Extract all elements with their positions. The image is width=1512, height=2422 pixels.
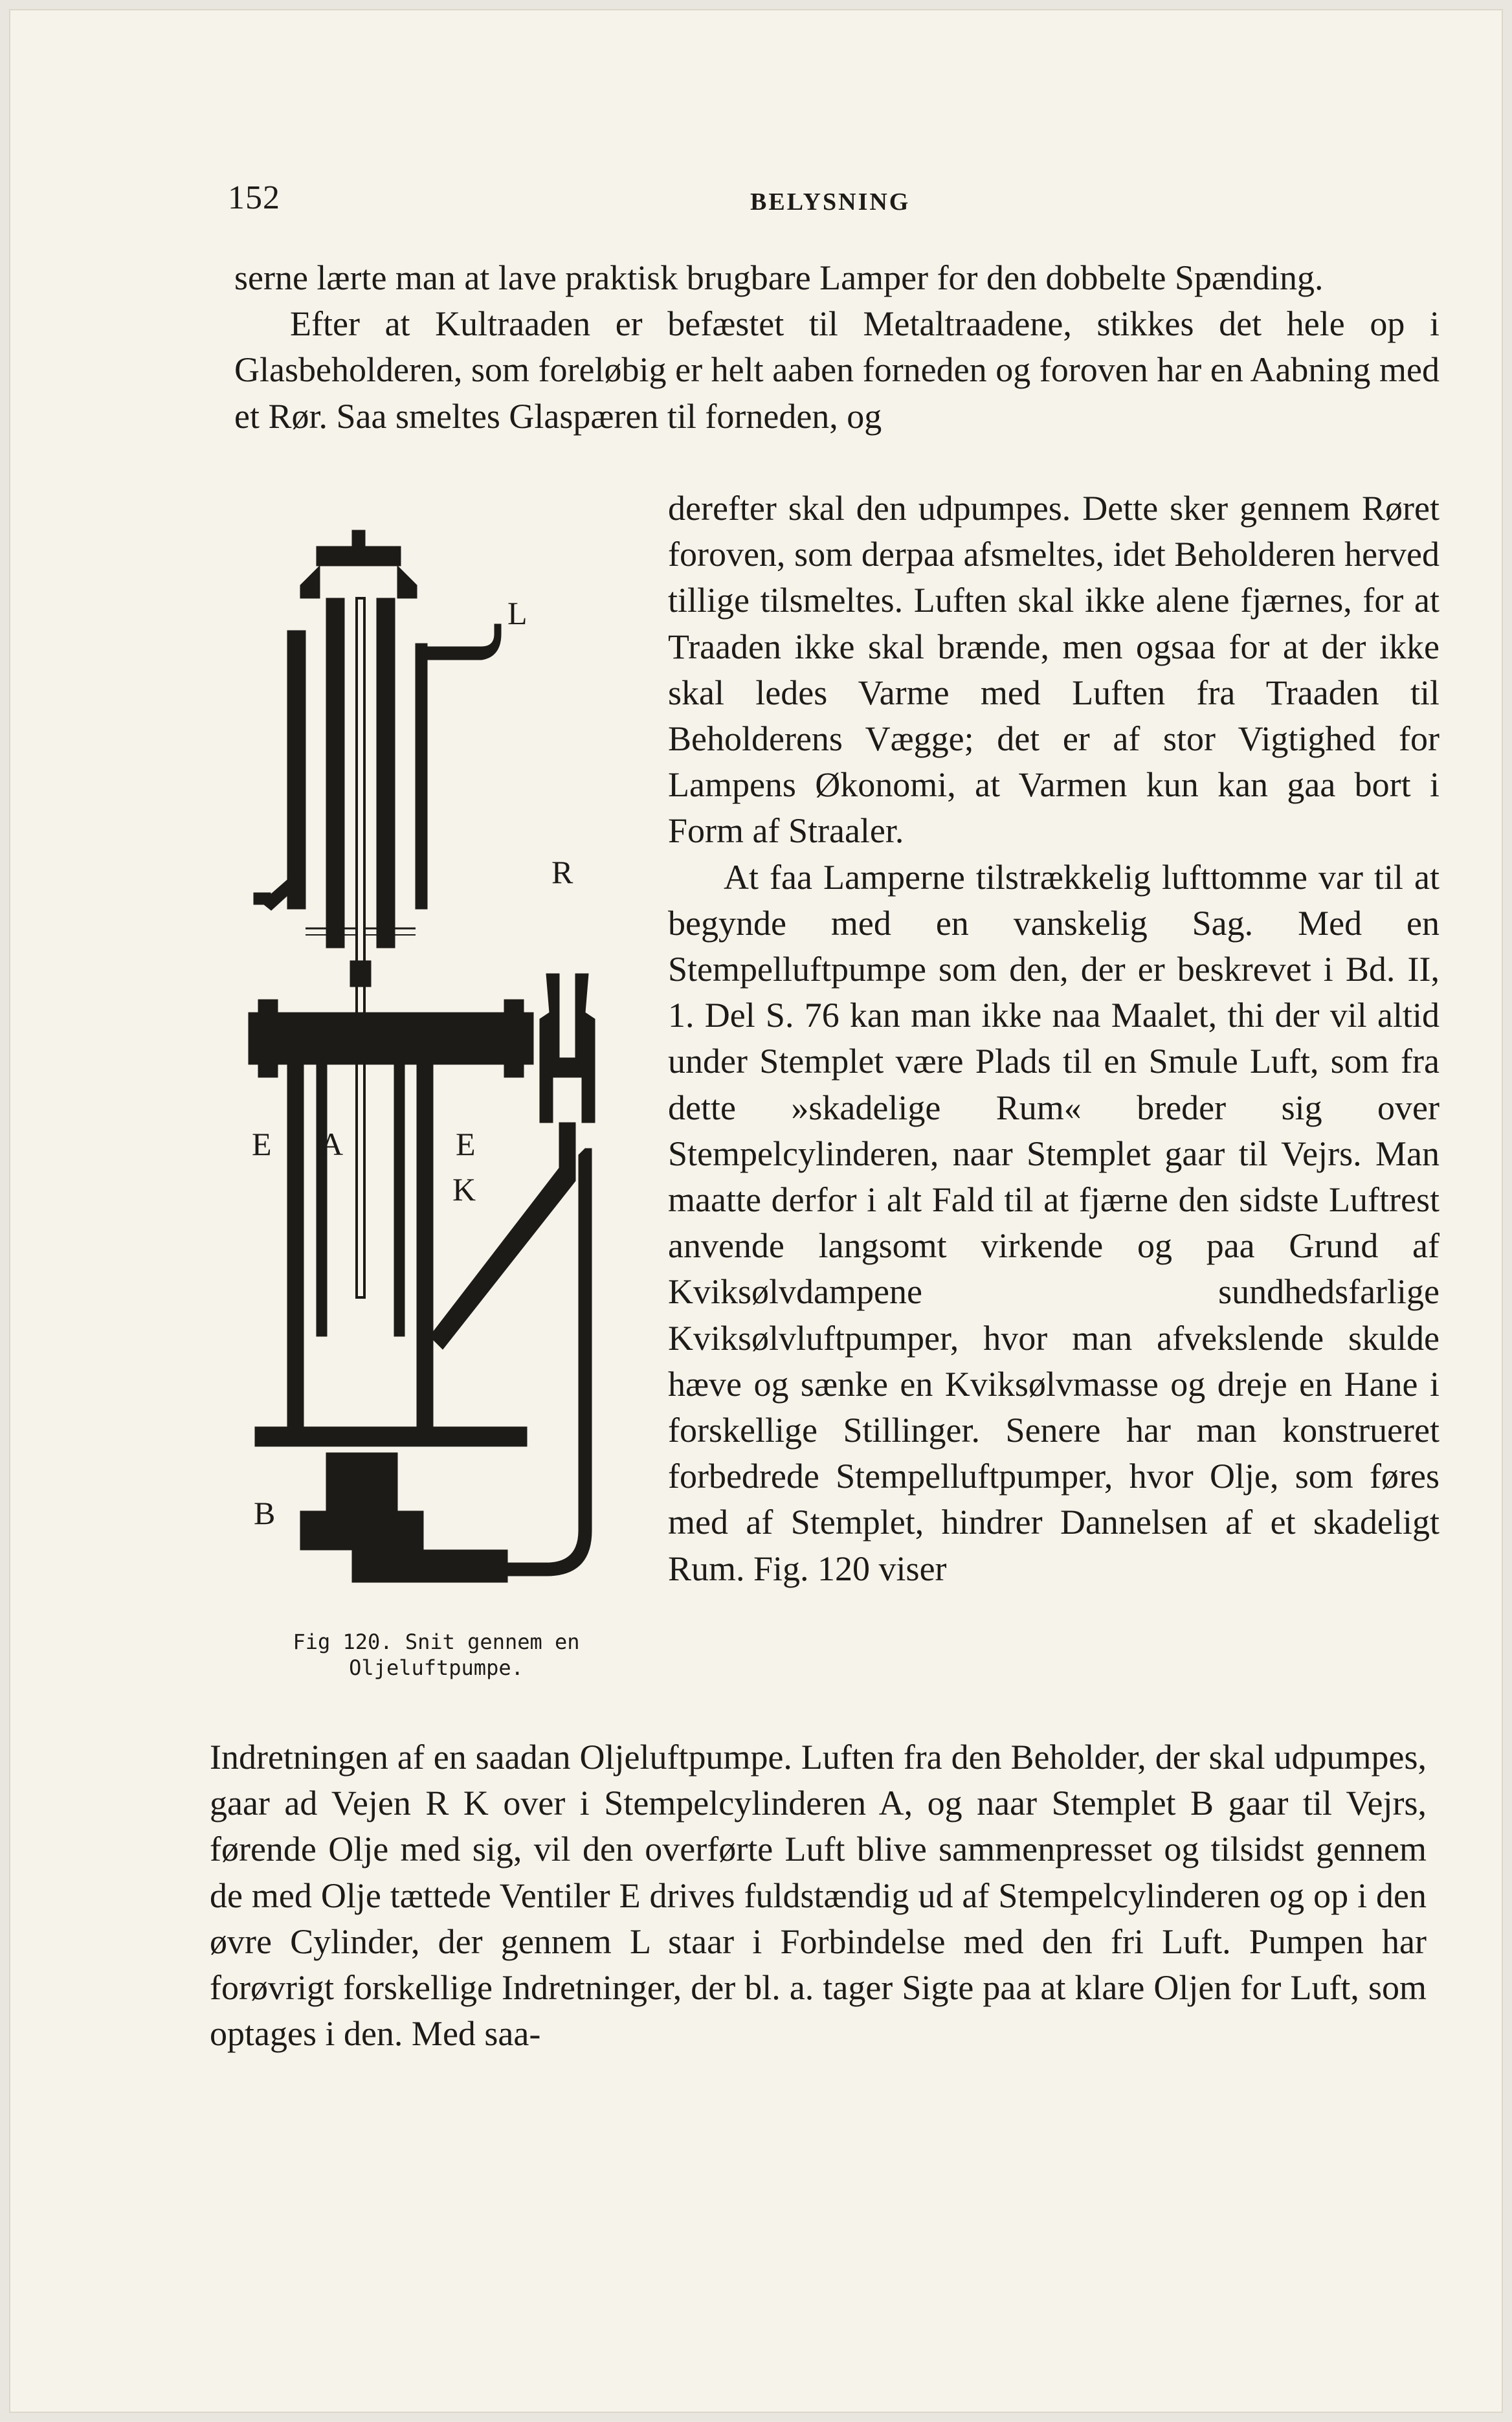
outlet-pipe-l xyxy=(417,624,501,660)
outer-wall-left xyxy=(287,631,306,909)
side-valve-handle xyxy=(254,893,271,904)
lower-cylinder-wall-right xyxy=(417,1064,433,1427)
base xyxy=(300,1511,423,1550)
label-e-left: E xyxy=(252,1126,272,1162)
flange-bolt xyxy=(504,1064,524,1077)
piston-b xyxy=(326,1453,397,1511)
text-block-bottom xyxy=(210,1734,1427,2057)
upper-cap-nut xyxy=(352,530,365,550)
paragraph: At faa Lamperne tilstrækkelig lufttomme var til at begynde med en vanskelig Sag. Med en Stempelluftpumpe som den, der er beskrevet i Bd. II, 1. Del S. 76 kan man ikke naa Maalet, thi der vil altid under Stemplet være Plads til en Smule Luft, som fra dette »skadelige Rum« breder sig over Stempelcylinderen, naar Stemplet gaar til Vejrs. Man maatte derfor i alt Fald til at fjærne den sidste Luftrest anvende langsomt virkende og paa Grund af Kviksølvdampene sundhedsfarlige Kviksølvluftpumper, hvor man afvekslende skulde hæve og sænke en Kviksølvmasse og dreje en Hane i forskellige Stillinger. Senere har man konstrueret forbedrede Stempelluftpumper, hvor Olje, som føres med af Stemplet, hindrer Dannelsen af et skadeligt Rum. Fig. 120 viser xyxy=(668,857,1440,1588)
paragraph: serne lærte man at lave praktisk brugbare Lamper for den dobbelte Spænding. xyxy=(234,258,1324,297)
figure-oil-air-pump xyxy=(223,501,650,1699)
lower-cylinder-wall-left xyxy=(287,1064,304,1427)
label-a: A xyxy=(320,1126,344,1162)
paragraph: derefter skal den udpumpes. Dette sker gennem Røret foroven, som derpaa afsmeltes, idet Beholderen herved tillige tilsmeltes. Luften skal ikke alene fjærnes, for at Traaden ikke skal brænde, men ogsaa for at der ikke skal ledes Varme med Luften fra Traaden til Beholderens Vægge; det er af stor Vigtighed for Lampens Økonomi, at Varmen kun kan gaa bort i Form af Straaler. xyxy=(668,489,1440,851)
piston-rod xyxy=(357,598,364,1297)
book-page xyxy=(9,9,1503,2413)
label-k: K xyxy=(452,1171,476,1207)
text-block-right xyxy=(668,486,1440,1592)
inlet-fitting-r xyxy=(540,974,595,1123)
pump-cross-section-illustration xyxy=(223,501,650,1602)
label-l: L xyxy=(507,595,528,631)
flange-bolt xyxy=(258,1000,278,1013)
tube-k xyxy=(430,1123,575,1349)
upper-flange-left xyxy=(300,566,320,598)
inner-wall-left xyxy=(317,1064,327,1336)
flange-bolt xyxy=(504,1000,524,1013)
text-block-top xyxy=(234,255,1440,440)
inner-wall-right xyxy=(394,1064,405,1336)
rod-coupling xyxy=(350,961,371,987)
paragraph: Efter at Kultraaden er befæstet til Metaltraadene, stikkes det hele op i Glasbeholderen, som foreløbig er helt aaben forneden og foroven har en Aabning med et Rør. Saa smeltes Glaspæren til forneden, og xyxy=(234,304,1440,436)
bottom-outlet xyxy=(352,1550,507,1582)
label-e-right: E xyxy=(456,1126,476,1162)
caption-line: Fig 120. Snit gennem en xyxy=(293,1630,580,1654)
upper-cylinder-wall-right xyxy=(377,598,395,948)
upper-flange-right xyxy=(397,566,417,598)
upper-cylinder-wall-left xyxy=(326,598,344,948)
page-number: 152 xyxy=(228,179,280,216)
running-title: BELYSNING xyxy=(750,188,911,216)
flange-bolt xyxy=(258,1064,278,1077)
label-b: B xyxy=(254,1495,276,1531)
paragraph: Indretningen af en saadan Oljeluftpumpe. Luften fra den Beholder, der skal udpumpes, gaar ad Vejen R K over i Stempelcylinderen A, og naar Stemplet B gaar til Vejrs, førende Olje med sig, vil den overførte Luft blive sammenpresset og tilsidst gennem de med Olje tættede Ventiler E drives fuldstændig ud af Stempelcylinderen og op i den øvre Cylinder, der gennem L staar i Forbindelse med den fri Luft. Pumpen har forøvrigt forskellige Indretninger, der bl. a. tager Sigte paa at klare Oljen for Luft, som optages i den. Med saa- xyxy=(210,1738,1427,2054)
outer-wall-right xyxy=(416,644,427,909)
page-header xyxy=(9,179,1503,218)
lower-flange xyxy=(255,1427,527,1446)
caption-line: Oljeluftpumpe. xyxy=(349,1655,524,1680)
main-flange xyxy=(249,1013,533,1064)
figure-caption xyxy=(223,1629,650,1681)
label-r: R xyxy=(551,854,573,890)
